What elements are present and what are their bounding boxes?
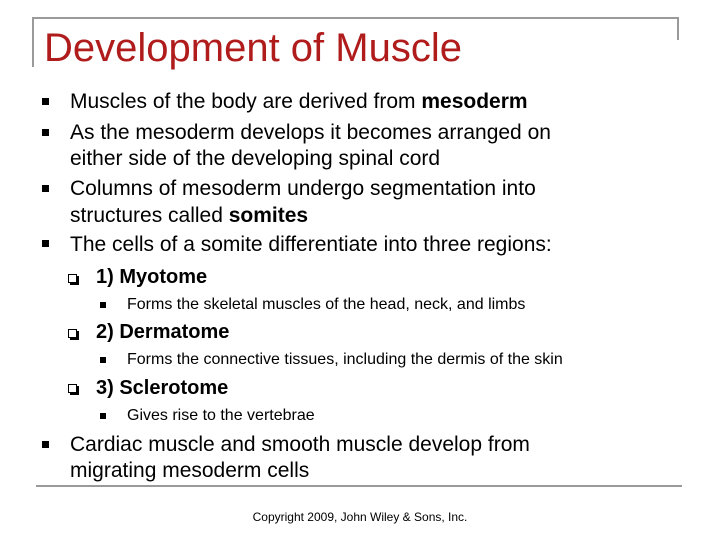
- bullet-square-icon: [100, 357, 106, 363]
- bullet-square-icon: [42, 129, 49, 136]
- bullet-3-bold: somites: [228, 204, 309, 227]
- frame-left-line: [32, 17, 34, 67]
- bullet-square-icon: [42, 441, 49, 448]
- region-2-name: 2) Dermatome: [96, 321, 230, 343]
- bullet-1-text: Muscles of the body are derived from: [70, 90, 422, 113]
- bullet-square-icon: [42, 240, 49, 247]
- copyright-footer: Copyright 2009, John Wiley & Sons, Inc.: [252, 510, 468, 524]
- frame-top-line: [32, 17, 678, 19]
- bullet-1: [70, 88, 528, 116]
- bullet-square-icon: [100, 413, 106, 419]
- bullet-square-icon: [100, 302, 106, 308]
- region-3-name: 3) Sclerotome: [96, 377, 229, 399]
- checkbox-bullet-icon: [68, 329, 77, 338]
- checkbox-bullet-icon: [68, 384, 77, 393]
- bullet-square-icon: [42, 98, 49, 105]
- frame-right-line: [677, 17, 679, 40]
- slide-title: Development of Muscle: [44, 26, 462, 70]
- bullet-5-line-1: Cardiac muscle and smooth muscle develop from: [70, 433, 530, 456]
- region-2-desc: Forms the connective tissues, including the dermis of the skin: [127, 351, 563, 368]
- bullet-3-line-1: Columns of mesoderm undergo segmentation into: [70, 177, 536, 200]
- bullet-1-bold: mesoderm: [421, 90, 528, 113]
- bullet-3-text: structures called: [70, 204, 229, 227]
- bullet-3-line-2: [70, 202, 308, 230]
- frame-bottom-line: [36, 485, 682, 487]
- checkbox-bullet-icon: [68, 274, 77, 283]
- region-3-desc: Gives rise to the vertebrae: [127, 407, 315, 424]
- bullet-4: The cells of a somite differentiate into three regions:: [70, 233, 552, 256]
- bullet-square-icon: [42, 185, 49, 192]
- region-1-name: 1) Myotome: [96, 266, 208, 288]
- region-1-desc: Forms the skeletal muscles of the head, neck, and limbs: [127, 296, 526, 313]
- bullet-5-line-2: migrating mesoderm cells: [70, 459, 310, 482]
- bullet-2-line-1: As the mesoderm develops it becomes arranged on: [70, 121, 551, 144]
- bullet-2-line-2: either side of the developing spinal cord: [70, 147, 441, 170]
